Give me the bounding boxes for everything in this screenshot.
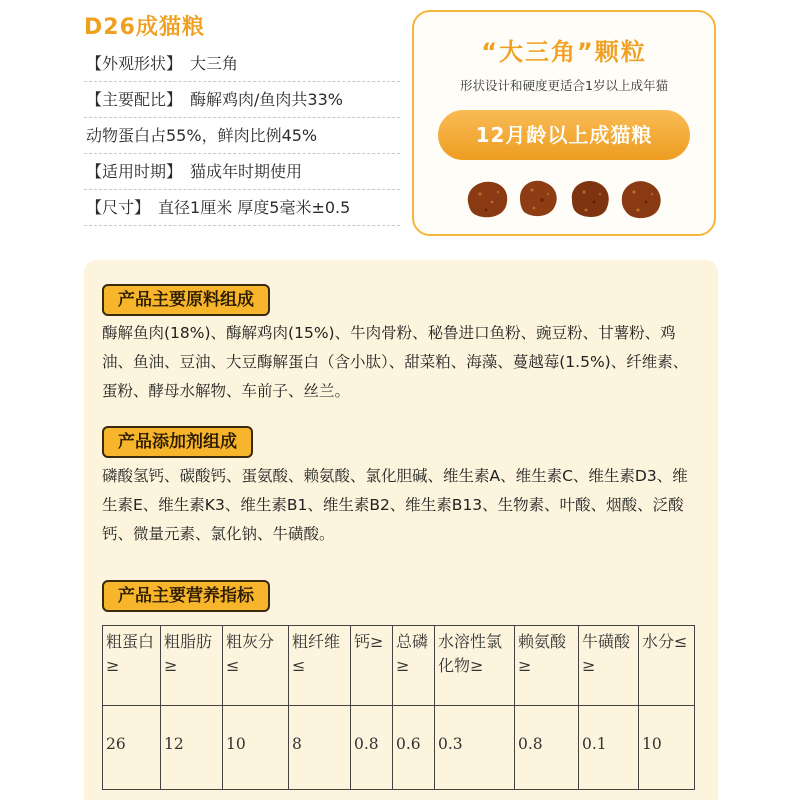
value-text: 0.6 — [396, 734, 421, 753]
value-text: 0.3 — [438, 734, 463, 753]
value-text: 10 — [226, 734, 246, 753]
table-header-cell: 粗脂肪≥ — [161, 626, 223, 706]
table-value-cell — [579, 706, 639, 790]
value-text: 0.1 — [582, 734, 607, 753]
value-text: 10 — [642, 734, 662, 753]
spec-row-shape — [84, 46, 400, 82]
table-value-cell — [223, 706, 289, 790]
kibble-promo-card — [412, 10, 716, 236]
table-header-cell: 粗纤维≤ — [289, 626, 351, 706]
table-value-cell — [351, 706, 393, 790]
spec-row-size — [84, 190, 400, 226]
table-value-cell — [639, 706, 695, 790]
promo-heading: “大三角”颗粒 — [481, 38, 647, 66]
spec-value: 猫成年时期使用 — [190, 162, 303, 181]
ingredients-text: 酶解鱼肉(18%)、酶解鸡肉(15%)、牛肉骨粉、秘鲁进口鱼粉、豌豆粉、甘薯粉、鸡油、鱼油、豆油、大豆酶解蛋白（含小肽）、甜菜粕、海藻、蔓越莓(1.5%)、纤维素、蛋粉、酵母水解物、车前子、丝兰。 — [102, 324, 689, 400]
table-header-cell: 粗灰分≤ — [223, 626, 289, 706]
nutrition-heading: 产品主要营养指标 — [102, 580, 270, 612]
spec-label: 【适用时期】 — [86, 162, 183, 181]
table-header-cell: 牛磺酸≥ — [579, 626, 639, 706]
kibble-4 — [622, 181, 661, 218]
table-header-cell: 水分≤ — [639, 626, 695, 706]
table-header-cell: 钙≥ — [351, 626, 393, 706]
ingredients-heading: 产品主要原料组成 — [102, 284, 270, 316]
spec-label: 【尺寸】 — [86, 198, 151, 217]
value-text: 0.8 — [354, 734, 379, 753]
product-title: D26成猫粮 — [84, 15, 205, 40]
table-header-cell: 水溶性氯化物≥ — [435, 626, 515, 706]
nutrition-header-row — [103, 626, 695, 706]
spec-value: 大三角 — [190, 54, 239, 73]
spec-value: 直径1厘米 厚度5毫米±0.5 — [158, 198, 351, 217]
table-value-cell — [103, 706, 161, 790]
kibble-2 — [520, 181, 557, 216]
spec-label: 【外观形状】 — [86, 54, 183, 73]
value-text: 0.8 — [518, 734, 543, 753]
table-value-cell — [161, 706, 223, 790]
table-value-cell — [435, 706, 515, 790]
additives-heading: 产品添加剂组成 — [102, 426, 253, 458]
spec-row-ratio — [84, 82, 400, 118]
table-header-cell: 总磷≥ — [393, 626, 435, 706]
table-value-cell — [515, 706, 579, 790]
spec-row-period — [84, 154, 400, 190]
spec-value: 动物蛋白占55%，鲜肉比例45% — [86, 126, 318, 145]
kibble-1 — [468, 182, 507, 218]
age-badge: 12月龄以上成猫粮 — [438, 110, 690, 160]
spec-row-protein — [84, 118, 400, 154]
nutrition-table — [102, 625, 695, 790]
table-value-cell — [393, 706, 435, 790]
table-header-cell: 粗蛋白≥ — [103, 626, 161, 706]
spec-label: 【主要配比】 — [86, 90, 183, 109]
kibble-image — [462, 172, 672, 224]
kibble-3 — [572, 181, 609, 217]
table-value-cell — [289, 706, 351, 790]
promo-subtitle: 形状设计和硬度更适合1岁以上成年猫 — [460, 78, 668, 93]
value-text: 26 — [106, 734, 126, 753]
nutrition-value-row — [103, 706, 695, 790]
spec-value: 酶解鸡肉/鱼肉共33% — [190, 90, 343, 109]
table-header-cell: 赖氨酸≥ — [515, 626, 579, 706]
additives-text: 磷酸氢钙、碳酸钙、蛋氨酸、赖氨酸、氯化胆碱、维生素A、维生素C、维生素D3、维生素E、维生素K3、维生素B1、维生素B2、维生素B13、生物素、叶酸、烟酸、泛酸钙、微量元素、氯化钠、牛磺酸。 — [102, 467, 688, 543]
value-text: 12 — [164, 734, 184, 753]
spec-list — [84, 46, 400, 226]
value-text: 8 — [292, 734, 302, 753]
